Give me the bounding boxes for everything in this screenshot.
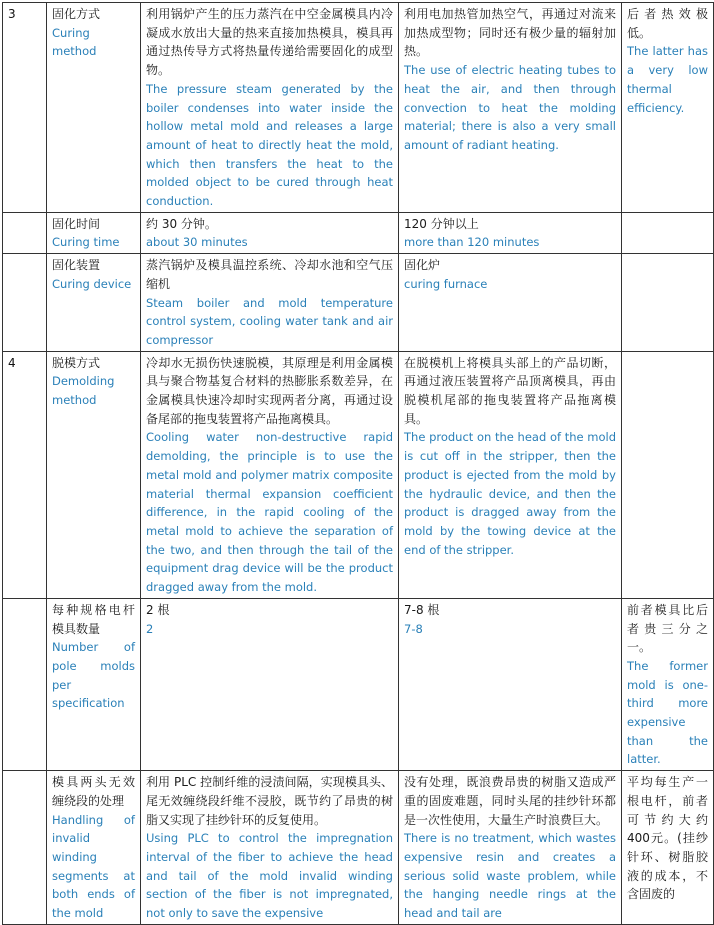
method-b-en: 7-8 [404,621,423,636]
method-b-en: There is no treatment, which wastes expensive resin and creates a serious solid waste problem, while the hanging needle rings at the head and tail are [404,831,616,921]
method-b-cell [399,771,622,925]
table-row [3,254,714,352]
remark-zh: 前者模具比后者贵三分之一。 [627,602,708,655]
table-row [3,771,714,925]
item-zh: 固化方式 [52,7,101,21]
method-a-en: Steam boiler and mold temperature control system, cooling water tank and air compressor [146,295,393,347]
method-b-zh: 7-8 根 [404,602,440,617]
row-number [3,771,47,925]
method-a-en: 2 [146,621,154,636]
item-en: Demolding method [52,374,115,408]
item-zh: 每种规格电杆模具数量 [52,602,135,636]
remark-zh: 后者热效极低。 [627,7,708,40]
method-a-cell [141,771,399,925]
method-a-cell [141,351,399,598]
method-a-zh: 冷却水无损伤快速脱模，其原理是利用金属模具与聚合物基复合材料的热膨胀系数差异，在金属模具快速冷却时实现两者分离，再通过设备尾部的拖曳装置将产品拖离模具。 [146,355,393,426]
method-b-en: curing furnace [404,276,488,291]
method-b-zh: 120 分钟以上 [404,216,479,231]
item-cell [47,598,141,770]
method-b-zh: 在脱模机上将模具头部上的产品切断，再通过液压装置将产品顶离模具，再由脱模机尾部的拖曳装置将产品拖离模具。 [404,355,616,426]
method-b-zh: 没有处理，既浪费昂贵的树脂又造成严重的固废难题，同时头尾的挂纱针环都是一次性使用，大量生产时浪费巨大。 [404,775,616,827]
method-a-zh: 2 根 [146,602,170,617]
remark-cell [622,3,714,213]
method-a-cell [141,3,399,213]
method-a-cell [141,598,399,770]
item-cell [47,3,141,213]
item-zh: 固化时间 [52,216,101,231]
item-en: Curing device [52,276,132,291]
remark-cell [622,771,714,925]
method-a-en: about 30 minutes [146,235,248,250]
method-b-zh: 固化炉 [404,258,441,273]
item-zh: 固化装置 [52,258,101,273]
method-b-cell [399,351,622,598]
method-b-cell [399,212,622,253]
item-en: Number of pole molds per specification [52,640,135,711]
method-a-en: The pressure steam generated by the boiler condenses into water inside the hollow metal mold and releases a large amount of heat to directly heat the mold, which then transfers the heat to the molded object to be cured through heat conduction. [146,81,393,209]
row-number [3,254,47,352]
remark-cell [622,254,714,352]
method-b-en: The use of electric heating tubes to heat the air, and then through convection to heat the molding material; there is also a very small amount of radiant heating. [404,63,616,152]
item-cell [47,254,141,352]
method-b-cell [399,254,622,352]
item-cell [47,351,141,598]
remark-cell [622,212,714,253]
remark-cell [622,351,714,598]
method-b-en: The product on the head of the mold is cut off in the stripper, then the product is ejected from the mold by the hydraulic device, and then the product is dragged away from the mold by the towing device at the end of the stripper. [404,430,616,557]
method-a-cell [141,254,399,352]
method-a-cell [141,212,399,253]
method-b-cell [399,3,622,213]
method-b-en: more than 120 minutes [404,235,540,250]
method-a-zh: 利用锅炉产生的压力蒸汽在中空金属模具内冷凝成水放出大量的热来直接加热模具，模具再通过热传导方式将热量传递给需要固化的成型物。 [146,7,393,78]
method-b-zh: 利用电加热管加热空气，再通过对流来加热成型物；同时还有极少量的辐射加热。 [404,7,616,59]
method-a-en: Cooling water non-destructive rapid demolding, the principle is to use the metal mold and polymer matrix composite material thermal expansion coefficient difference, in the rapid cooling of the metal mold to achieve the separation of the two, and then through the tail of the equipment drag device will be the product dragged away from the mold. [146,430,393,595]
row-number [3,598,47,770]
method-a-en: Using PLC to control the impregnation interval of the fiber to achieve the head and tail of the mold invalid winding section of the fiber is not impregnated, not only to save the expensive [146,831,393,921]
row-number: 3 [3,3,47,213]
remark-en: The latter has a very low thermal efficiency. [627,44,708,115]
item-zh: 脱模方式 [52,355,101,370]
remark-cell [622,598,714,770]
item-cell [47,212,141,253]
table-row [3,3,714,213]
method-a-zh: 约 30 分钟。 [146,216,217,231]
row-number: 4 [3,351,47,598]
method-b-cell [399,598,622,770]
method-a-zh: 利用 PLC 控制纤维的浸渍间隔，实现模具头、尾无效缠绕段纤维不浸胶，既节约了昂贵的树脂又实现了挂纱针环的反复使用。 [146,775,393,827]
item-cell [47,771,141,925]
remark-zh: 平均每生产一根电杆，前者可节约大约400元。(挂纱针环、树脂胶液的成本，不含固废的 [627,775,708,902]
method-a-zh: 蒸汽锅炉及模具温控系统、冷却水池和空气压缩机 [146,258,393,291]
comparison-table [2,2,714,925]
item-en: Curing method [52,25,97,59]
item-en: Handling of invalid winding segments at both ends of the mold [52,812,135,921]
remark-en: The former mold is one-third more expensive than the latter. [627,658,708,767]
table-row [3,212,714,253]
item-en: Curing time [52,235,120,250]
row-number [3,212,47,253]
table-row [3,351,714,598]
item-zh: 模具两头无效缠绕段的处理 [52,775,135,808]
table-row [3,598,714,770]
